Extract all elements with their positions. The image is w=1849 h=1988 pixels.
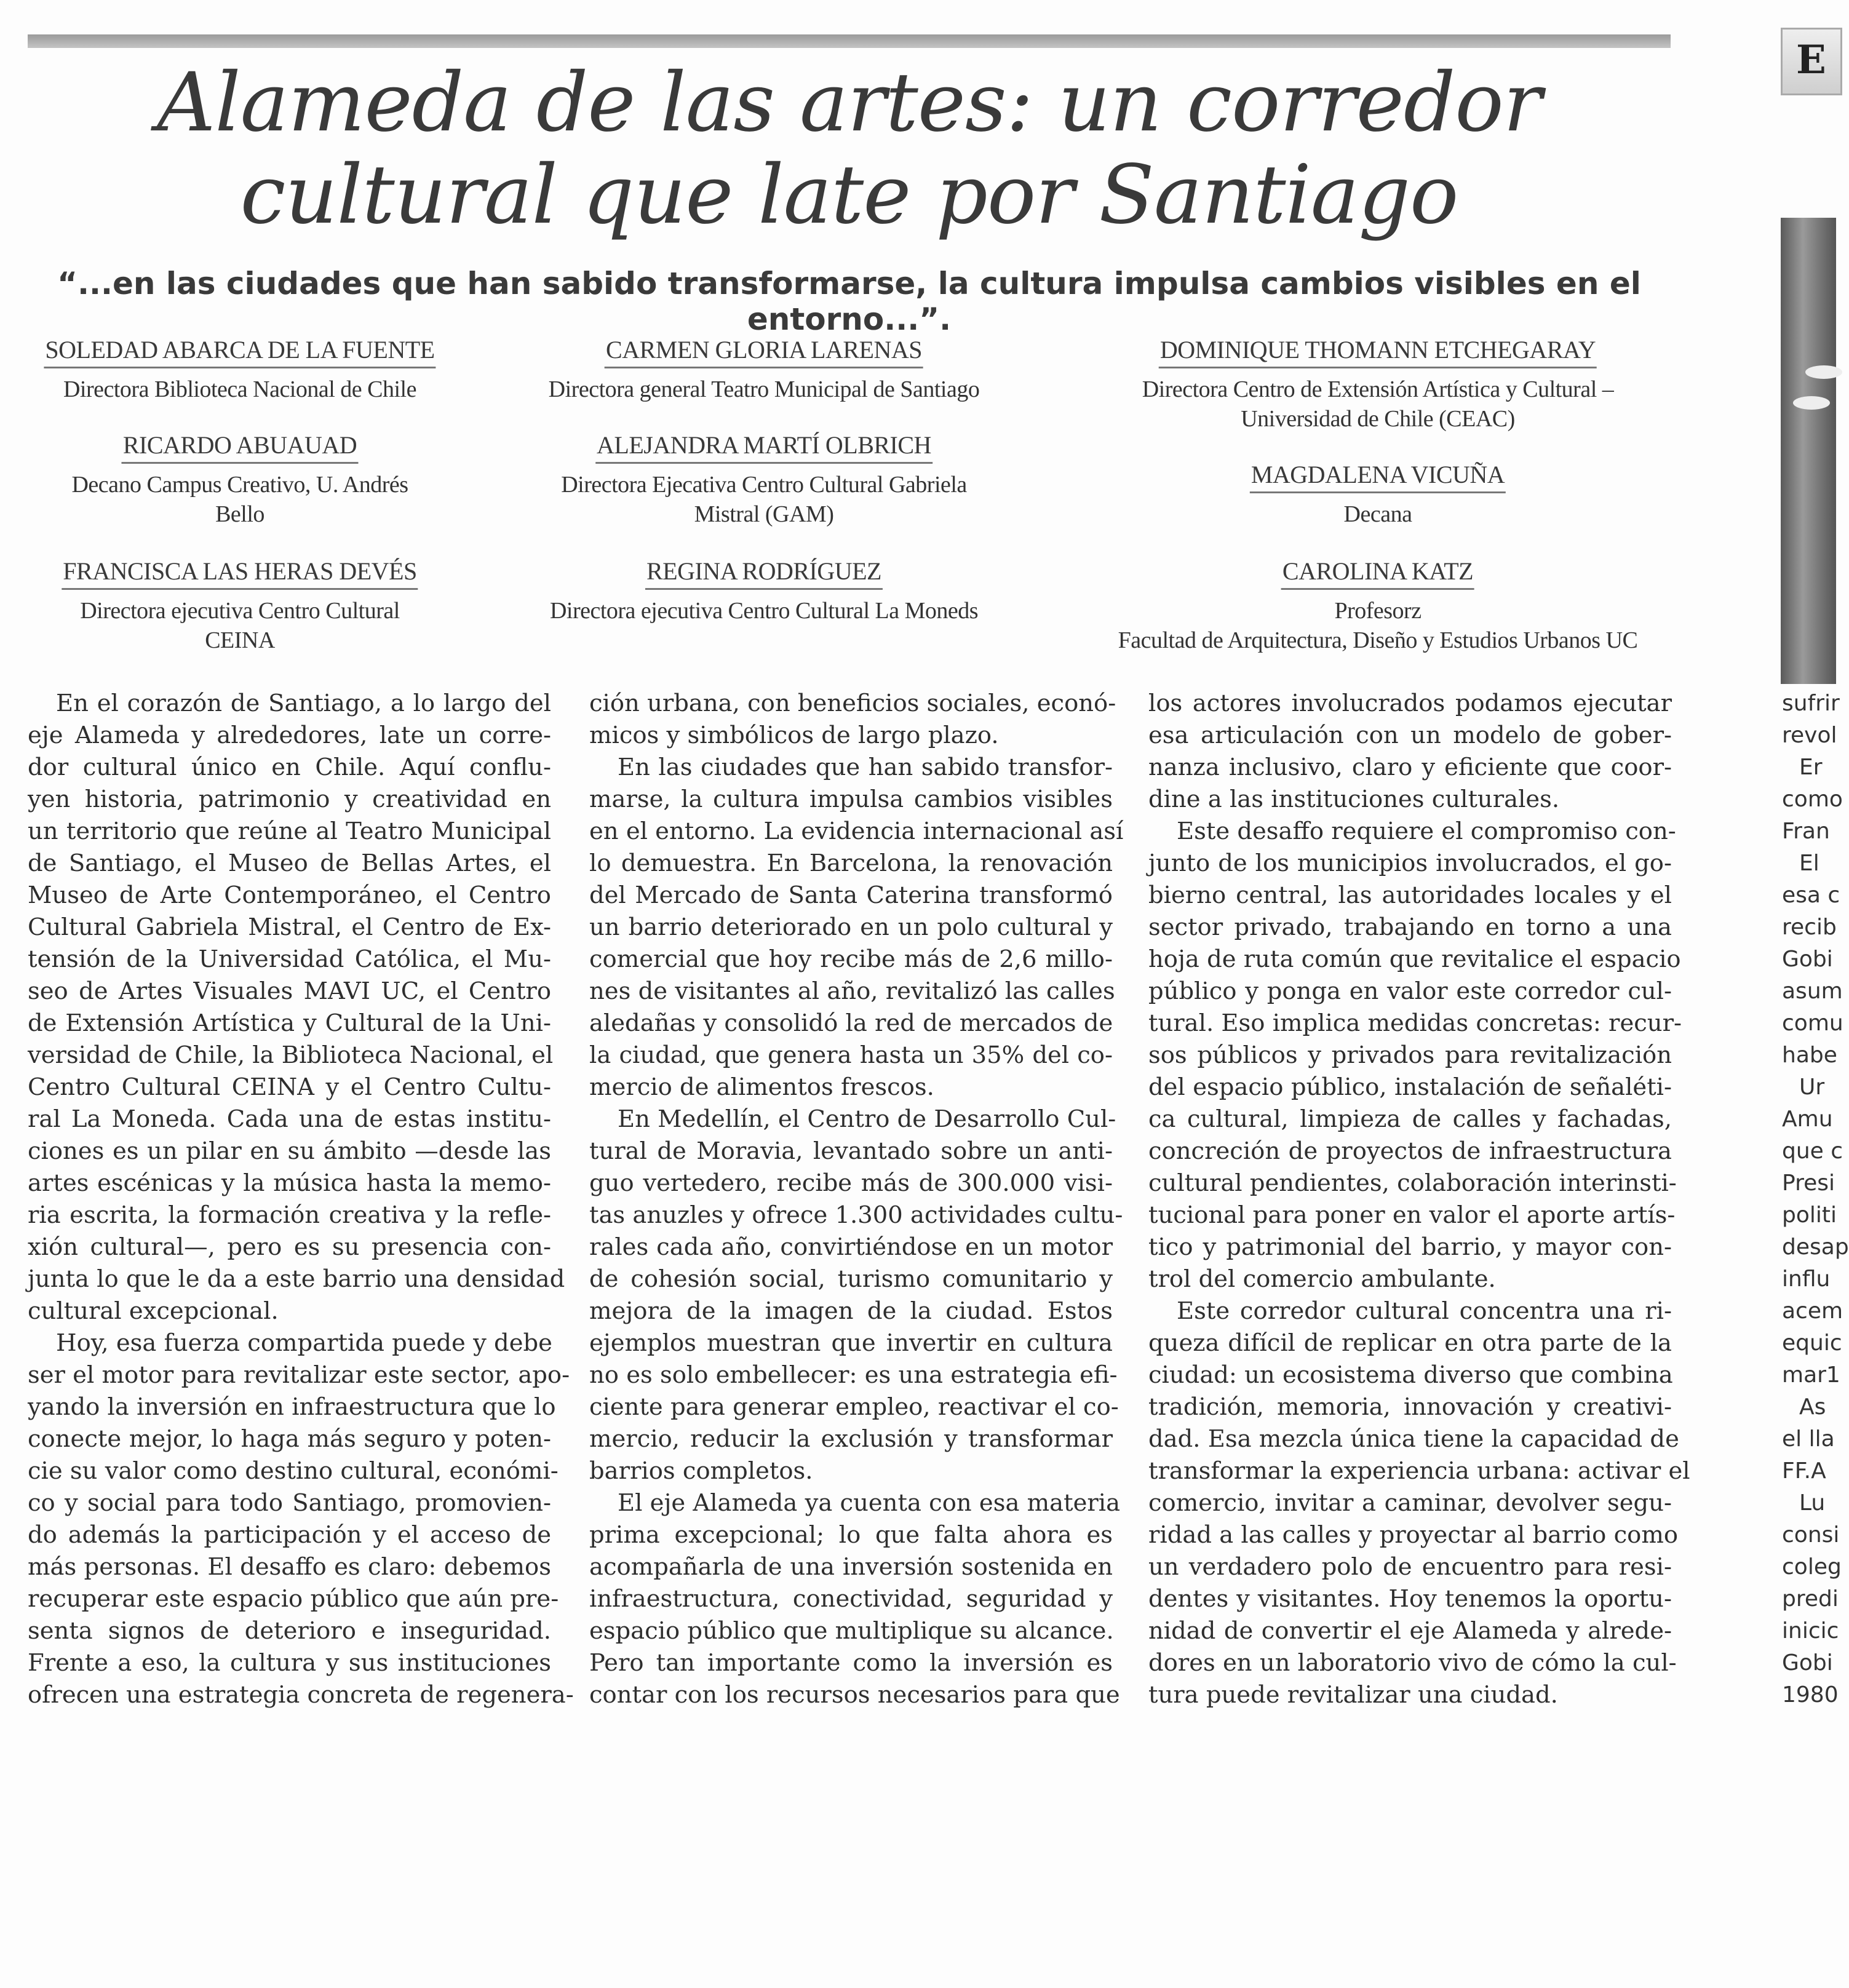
- author-byline: [1118, 557, 1638, 655]
- author-role: Decana: [1343, 501, 1412, 527]
- text-line: cultural excepcional.: [28, 1297, 279, 1325]
- adjacent-text-line: revol: [1782, 723, 1837, 748]
- text-line: Este corredor cultural concentra una ri-: [1177, 1297, 1672, 1325]
- text-line: Este desaffo requiere el compromiso con-: [1177, 817, 1676, 845]
- author-role: Directora Biblioteca Nacional de Chile: [63, 376, 416, 402]
- text-line: cultural pendientes, colaboración interinsti-: [1148, 1169, 1677, 1197]
- author-role: Directora Ejecativa Centro Cultural Gabriela Mistral (GAM): [561, 472, 967, 527]
- paragraph: [589, 752, 1124, 1103]
- adjacent-text-line: sufrir: [1782, 691, 1840, 716]
- author-byline: [1250, 460, 1506, 529]
- adjacent-text-line: esa c: [1782, 883, 1840, 908]
- text-line: dores en un laboratorio vivo de cómo la cul-: [1148, 1649, 1677, 1677]
- adjacent-text-line: que c: [1782, 1139, 1843, 1164]
- adjacent-text-line: equic: [1782, 1330, 1842, 1356]
- text-line: queza difícil de replicar en otra parte de la: [1148, 1329, 1672, 1357]
- text-line: prima excepcional; lo que falta ahora es: [589, 1521, 1113, 1549]
- text-line: tucional para poner en valor el aporte artís-: [1148, 1201, 1676, 1229]
- headline-line-1: Alameda de las artes: un corredor: [157, 55, 1541, 150]
- text-line: hoja de ruta común que revitalice el espacio: [1148, 945, 1681, 973]
- author-role: Directora ejecutiva Centro Cultural La Moneds: [549, 598, 979, 624]
- adjacent-text-line: coleg: [1782, 1554, 1842, 1580]
- author-name: SOLEDAD ABARCA DE LA FUENTE: [44, 335, 435, 368]
- adjacent-text-line: Ur: [1799, 1075, 1825, 1100]
- top-rule: [28, 34, 1671, 48]
- adjacent-text-line: Gobi: [1782, 1650, 1833, 1676]
- text-line: nes de visitantes al año, revitalizó las calles: [589, 977, 1115, 1005]
- text-line: sector privado, trabajando en torno a una: [1148, 913, 1672, 941]
- adjacent-section-header: [1781, 28, 1842, 95]
- headline-line-2: cultural que late por Santiago: [240, 148, 1458, 242]
- text-line: ca cultural, limpieza de calles y fachadas,: [1148, 1105, 1672, 1133]
- text-line: nanza inclusivo, claro y eficiente que coor-: [1148, 753, 1672, 781]
- text-line: concreción de proyectos de infraestructura: [1148, 1137, 1672, 1165]
- adjacent-text-line: habe: [1782, 1043, 1837, 1068]
- author-name: REGINA RODRÍGUEZ: [645, 557, 883, 590]
- author-byline: [549, 335, 980, 404]
- text-line: de cohesión social, turismo comunitario y: [589, 1265, 1113, 1293]
- text-line: junto de los municipios involucrados, el go-: [1148, 849, 1672, 877]
- text-line: comercio, invitar a caminar, devolver segu-: [1148, 1489, 1672, 1517]
- text-line: tensión de la Universidad Católica, el Mu-: [28, 945, 551, 973]
- paragraph: [28, 688, 565, 1327]
- text-line: ciones es un pilar en su ámbito —desde las: [28, 1137, 551, 1165]
- adjacent-text-line: Presi: [1782, 1171, 1835, 1196]
- body-column-3: [1148, 688, 1690, 1711]
- text-line: El eje Alameda ya cuenta con esa materia: [618, 1489, 1121, 1517]
- paragraph: [589, 688, 1116, 752]
- adjacent-text-line: desap: [1782, 1235, 1849, 1260]
- text-line: artes escénicas y la música hasta la memo-: [28, 1169, 551, 1197]
- text-line: eje Alameda y alrededores, late un corre-: [28, 722, 551, 749]
- text-line: Frente a eso, la cultura y sus instituciones: [28, 1649, 551, 1677]
- adjacent-text-line: Er: [1799, 755, 1823, 780]
- adjacent-header-letter: E: [1796, 37, 1826, 83]
- text-line: más personas. El desaffo es claro: debemos: [28, 1553, 551, 1581]
- text-line: esa articulación con un modelo de gober-: [1148, 722, 1672, 749]
- text-line: yando la inversión en infraestructura que lo: [28, 1393, 556, 1421]
- adjacent-text-line: As: [1799, 1394, 1826, 1420]
- text-line: nidad de convertir el eje Alameda y alrede-: [1148, 1617, 1672, 1645]
- adjacent-text-line: Gobi: [1782, 947, 1833, 972]
- adjacent-text-line: 1980: [1782, 1682, 1839, 1708]
- adjacent-text-line: inicic: [1782, 1618, 1839, 1644]
- text-line: rales cada año, convirtiéndose en un motor: [589, 1233, 1113, 1261]
- text-line: barrios completos.: [589, 1457, 813, 1485]
- adjacent-text-line: recib: [1782, 915, 1837, 940]
- text-line: junta lo que le da a este barrio una densidad: [28, 1265, 565, 1293]
- text-line: comercial que hoy recibe más de 2,6 millo-: [589, 945, 1113, 973]
- paragraph: [589, 1103, 1123, 1487]
- text-line: Cultural Gabriela Mistral, el Centro de Ex-: [28, 913, 551, 941]
- adjacent-text-line: como: [1782, 787, 1843, 812]
- author-role: Decano Campus Creativo, U. Andrés Bello: [71, 472, 408, 527]
- text-line: los actores involucrados podamos ejecutar: [1148, 690, 1672, 717]
- text-line: ral La Moneda. Cada una de estas institu-: [28, 1105, 551, 1133]
- body-column-1: [28, 688, 574, 1711]
- text-line: transformar la experiencia urbana: activar el: [1148, 1457, 1690, 1485]
- text-line: dad. Esa mezcla única tiene la capacidad de: [1148, 1425, 1679, 1453]
- text-line: recuperar este espacio público que aún pre-: [28, 1585, 559, 1613]
- text-line: En Medellín, el Centro de Desarrollo Cul-: [618, 1105, 1116, 1133]
- adjacent-text-line: consi: [1782, 1522, 1840, 1548]
- text-line: tural de Moravia, levantado sobre un anti-: [589, 1137, 1113, 1165]
- text-line: contar con los recursos necesarios para que: [589, 1681, 1120, 1709]
- text-line: dine a las instituciones culturales.: [1148, 785, 1560, 813]
- pull-quote-subtitle: “...en las ciudades que han sabido transformarse, la cultura impulsa cambios visibles en el entorno...”.: [57, 266, 1641, 337]
- adjacent-text-line: FF.A: [1782, 1458, 1826, 1484]
- author-name: ALEJANDRA MARTÍ OLBRICH: [595, 431, 932, 464]
- text-line: En el corazón de Santiago, a lo largo del: [56, 690, 551, 717]
- author-byline: [550, 557, 978, 626]
- text-line: no es solo embellecer: es una estrategia efi-: [589, 1361, 1118, 1389]
- text-line: En las ciudades que han sabido transfor-: [618, 753, 1113, 781]
- adjacent-text-line: comu: [1782, 1011, 1843, 1036]
- text-line: aledañas y consolidó la red de mercados de: [589, 1009, 1113, 1037]
- body-column-2: [589, 688, 1124, 1711]
- text-line: tas anuzles y ofrece 1.300 actividades cultu-: [589, 1201, 1123, 1229]
- text-line: ciente para generar empleo, reactivar el co-: [589, 1393, 1119, 1421]
- text-line: ejemplos muestran que invertir en cultura: [589, 1329, 1113, 1357]
- text-line: en el entorno. La evidencia internacional así: [589, 817, 1124, 845]
- text-line: ridad a las calles y proyectar al barrio como: [1148, 1521, 1679, 1549]
- adjacent-text-line: El: [1799, 851, 1819, 876]
- author-role: Profesorz Facultad de Arquitectura, Diseño y Estudios Urbanos UC: [1118, 598, 1638, 653]
- paragraph: [28, 1327, 574, 1711]
- adjacent-text-line: el lla: [1782, 1426, 1835, 1452]
- text-line: ria escrita, la formación creativa y la refle-: [28, 1201, 551, 1229]
- text-line: conecte mejor, lo haga más seguro y poten-: [28, 1425, 551, 1453]
- text-line: lo demuestra. En Barcelona, la renovación: [589, 849, 1113, 877]
- text-line: dentes y visitantes. Hoy tenemos la oportu-: [1148, 1585, 1672, 1613]
- text-line: marse, la cultura impulsa cambios visibles: [589, 785, 1113, 813]
- text-line: ofrecen una estrategia concreta de regenera-: [28, 1681, 574, 1709]
- text-line: mejora de la imagen de la ciudad. Estos: [589, 1297, 1113, 1325]
- text-line: ciudad: un ecosistema diverso que combina: [1148, 1361, 1673, 1389]
- adjacent-article-text: [1782, 688, 1849, 1711]
- text-line: senta signos de deterioro e inseguridad.: [28, 1617, 551, 1645]
- text-line: Centro Cultural CEINA y el Centro Cultu-: [28, 1073, 551, 1101]
- text-line: espacio público que multiplique su alcance.: [589, 1617, 1114, 1645]
- text-line: bierno central, las autoridades locales y el: [1148, 881, 1672, 909]
- adjacent-text-line: influ: [1782, 1266, 1831, 1292]
- text-line: ción urbana, con beneficios sociales, econó-: [589, 690, 1116, 717]
- text-line: yen historia, patrimonio y creatividad en: [28, 785, 551, 813]
- text-line: tradición, memoria, innovación y creativi-: [1148, 1393, 1672, 1421]
- text-line: un territorio que reúne al Teatro Municipal: [28, 817, 551, 845]
- author-name: FRANCISCA LAS HERAS DEVÉS: [62, 557, 418, 590]
- text-line: un barrio deteriorado en un polo cultural y: [589, 913, 1113, 941]
- adjacent-text-line: acem: [1782, 1298, 1843, 1324]
- text-line: de Santiago, el Museo de Bellas Artes, el: [28, 849, 551, 877]
- author-byline: [561, 431, 967, 529]
- text-line: tico y patrimonial del barrio, y mayor con-: [1148, 1233, 1672, 1261]
- text-line: un verdadero polo de encuentro para resi-: [1148, 1553, 1672, 1581]
- author-name: RICARDO ABUAUAD: [122, 431, 358, 464]
- author-name: CARMEN GLORIA LARENAS: [605, 335, 923, 368]
- adjacent-text-line: politi: [1782, 1203, 1837, 1228]
- adjacent-text-line: predi: [1782, 1586, 1839, 1612]
- adjacent-article-photo: [1781, 218, 1836, 684]
- text-line: Museo de Arte Contemporáneo, el Centro: [28, 881, 551, 909]
- author-byline: [44, 335, 435, 404]
- headline: [28, 57, 1671, 241]
- text-line: sos públicos y privados para revitalización: [1148, 1041, 1672, 1069]
- text-line: dor cultural único en Chile. Aquí conflu-: [28, 753, 551, 781]
- text-line: xión cultural—, pero es su presencia con-: [28, 1233, 551, 1261]
- text-line: público y ponga en valor este corredor cul-: [1148, 977, 1672, 1005]
- text-line: co y social para todo Santiago, promovien-: [28, 1489, 551, 1517]
- text-line: mercio, reducir la exclusión y transformar: [589, 1425, 1113, 1453]
- text-line: acompañarla de una inversión sostenida en: [589, 1553, 1113, 1581]
- adjacent-text-line: Amu: [1782, 1107, 1833, 1132]
- author-role: Directora general Teatro Municipal de Santiago: [548, 376, 980, 402]
- paragraph: [1148, 688, 1672, 816]
- text-line: micos y simbólicos de largo plazo.: [589, 722, 999, 749]
- paragraph: [589, 1487, 1121, 1711]
- paragraph: [1148, 1295, 1690, 1711]
- author-byline: [71, 431, 408, 529]
- text-line: versidad de Chile, la Biblioteca Nacional, el: [28, 1041, 554, 1069]
- adjacent-text-line: mar1: [1782, 1362, 1840, 1388]
- text-line: ser el motor para revitalizar este sector, apo-: [28, 1361, 570, 1389]
- author-role: Directora Centro de Extensión Artística y Cultural – Universidad de Chile (CEAC): [1142, 376, 1614, 432]
- text-line: mercio de alimentos frescos.: [589, 1073, 934, 1101]
- text-line: cie su valor como destino cultural, económi-: [28, 1457, 559, 1485]
- author-name: MAGDALENA VICUÑA: [1250, 460, 1506, 493]
- author-byline: [1142, 335, 1614, 434]
- text-line: de Extensión Artística y Cultural de la Uni-: [28, 1009, 551, 1037]
- adjacent-text-line: Fran: [1782, 819, 1830, 844]
- author-byline: [62, 557, 418, 655]
- text-line: la ciudad, que genera hasta un 35% del co-: [589, 1041, 1113, 1069]
- text-line: trol del comercio ambulante.: [1148, 1265, 1496, 1293]
- text-line: Pero tan importante como la inversión es: [589, 1649, 1113, 1677]
- text-line: Hoy, esa fuerza compartida puede y debe: [56, 1329, 552, 1357]
- text-line: del espacio público, instalación de señaléti-: [1148, 1073, 1672, 1101]
- author-name: CAROLINA KATZ: [1281, 557, 1474, 590]
- author-name: DOMINIQUE THOMANN ETCHEGARAY: [1159, 335, 1597, 368]
- text-line: tural. Eso implica medidas concretas: recur-: [1148, 1009, 1682, 1037]
- author-role: Directora ejecutiva Centro Cultural CEINA: [80, 598, 400, 653]
- adjacent-text-line: Lu: [1799, 1490, 1826, 1516]
- text-line: tura puede revitalizar una ciudad.: [1148, 1681, 1558, 1709]
- text-line: seo de Artes Visuales MAVI UC, el Centro: [28, 977, 551, 1005]
- paragraph: [1148, 816, 1682, 1295]
- text-line: del Mercado de Santa Caterina transformó: [589, 881, 1113, 909]
- text-line: do además la participación y el acceso de: [28, 1521, 551, 1549]
- text-line: guo vertedero, recibe más de 300.000 visi-: [589, 1169, 1113, 1197]
- text-line: infraestructura, conectividad, seguridad y: [589, 1585, 1113, 1613]
- adjacent-text-line: asum: [1782, 979, 1843, 1004]
